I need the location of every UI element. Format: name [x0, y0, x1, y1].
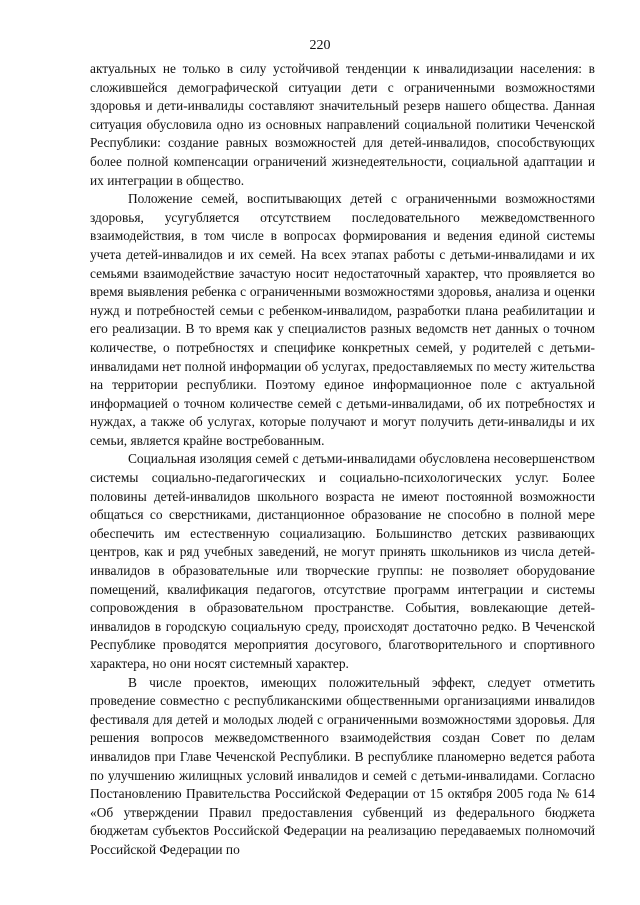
body-text — [90, 60, 595, 860]
paragraph-projects: В числе проектов, имеющих положительный эффект, следует отметить проведение совместно с республиканскими общественными организациями инвалидов фестиваля для детей и молодых людей с ограниченными возможностями здоровья. Для решения вопросов межведомственного взаимодействия создан Совет по делам инвалидов при Главе Чеченской Республики. В республике планомерно ведется работа по улучшению жилищных условий инвалидов и семей с детьми-инвалидами. Согласно Постановлению Правительства Российской Федерации от 15 октября 2005 года № 614 «Об утверждении Правил предоставления субвенций из федерального бюджета бюджетам субъектов Российской Федерации на реализацию передаваемых полномочий Российской Федерации по — [90, 674, 595, 857]
paragraph-family-situation: Положение семей, воспитывающих детей с ограниченными возможностями здоровья, усугубляется отсутствием последовательного межведомственного взаимодействия, в том числе в вопросах формирования и ведения единой системы учета детей-инвалидов и их семей. На всех этапах работы с детьми-инвалидами и их семьями взаимодействие зачастую носит недостаточный характер, что проявляется во время выявления ребенка с ограниченными возможностями здоровья, анализа и оценки нужд и потребностей семьи с ребенком-инвалидом, разработки плана реабилитации и его реализации. В то время как у специалистов разных ведомств нет данных о точном количестве, о потребностях и специфике конкретных семей, у родителей с детьми-инвалидами нет полной информации об услугах, предоставляемых по месту жительства на территории республики. Поэтому единое информационное поле с актуальной информацией о точном количестве семей с детьми-инвалидами, об их потребностях и нуждах, а также об услугах, которые получают и могут получить дети-инвалиды и их семьи, является крайне востребованным. — [90, 191, 595, 448]
paragraph-social-isolation: Социальная изоляция семей с детьми-инвалидами обусловлена несовершенством системы социально-педагогических и социально-психологических услуг. Более половины детей-инвалидов школьного возраста не имеют постоянной возможности общаться со сверстниками, дистанционное образование не способно в полной мере обеспечить им естественную социализацию. Большинство детских развивающих центров, как и ряд учебных заведений, не могут принять школьников из числа детей-инвалидов в образовательные или творческие группы: не позволяет оборудование помещений, квалификация педагогов, отсутствие программ интеграции и системы сопровождения в образовательном пространстве. События, вовлекающие детей-инвалидов в городскую социальную среду, происходят достаточно редко. В Чеченской Республике проводятся мероприятия досугового, благотворительного и спортивного характера, но они носят системный характер. — [90, 451, 595, 671]
paragraph-continuation: актуальных не только в силу устойчивой тенденции к инвалидизации населения: в сложившейся демографической ситуации дети с ограниченными возможностями здоровья и дети-инвалиды составляют значительный резерв нашего общества. Данная ситуация обусловила одно из основных направлений социальной политики Чеченской Республики: создание равных возможностей для детей-инвалидов, способствующих более полной компенсации ограничений жизнедеятельности, социальной адаптации и их интеграции в общество. — [90, 61, 595, 188]
page-number: 220 — [309, 38, 331, 53]
